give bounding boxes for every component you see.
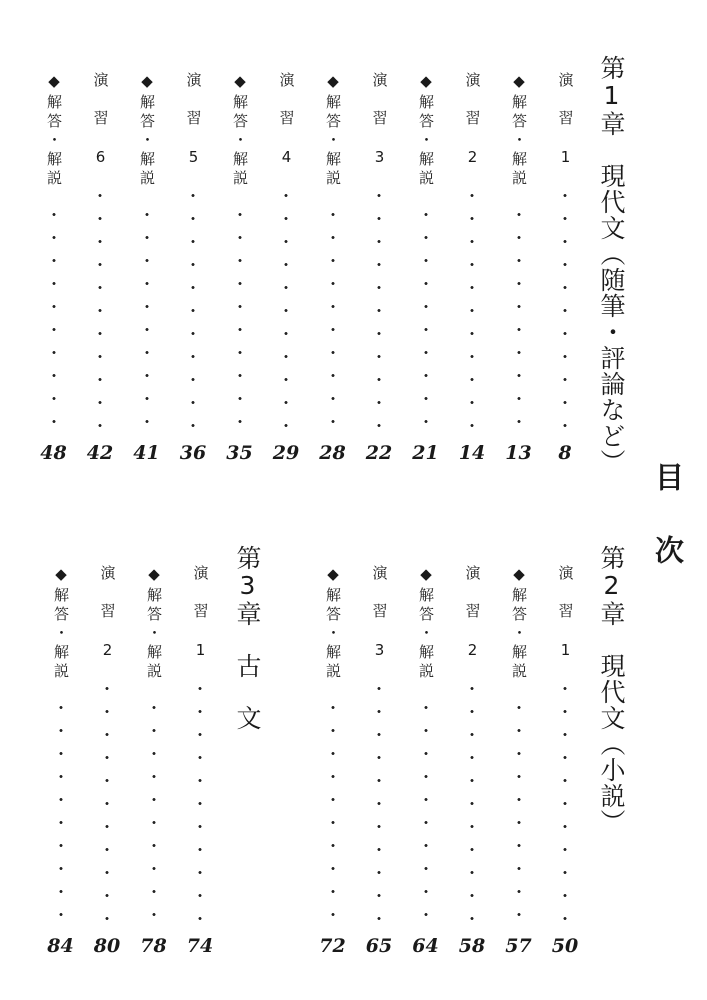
page-number: 80 xyxy=(93,935,121,957)
entry-label: 演 習 2 xyxy=(98,565,117,663)
dot-leader xyxy=(563,176,567,437)
entry-label: ◆解答・解説 xyxy=(231,72,249,189)
page-number: 21 xyxy=(412,442,439,464)
dot-leader xyxy=(52,195,56,437)
page-number: 48 xyxy=(40,442,67,464)
entry-label: ◆解答・解説 xyxy=(510,565,528,682)
toc-entry[interactable] xyxy=(46,565,76,958)
page-number: 65 xyxy=(365,935,393,957)
entry-label: ◆解答・解説 xyxy=(324,72,342,189)
toc-entry[interactable] xyxy=(504,565,534,958)
page-number: 74 xyxy=(186,935,214,957)
page-number: 22 xyxy=(365,442,393,464)
entry-label: ◆解答・解説 xyxy=(324,565,342,682)
toc-entry[interactable] xyxy=(318,72,348,465)
entry-label: 演 習 1 xyxy=(191,565,210,663)
page-number: 78 xyxy=(140,935,167,957)
page-number: 14 xyxy=(458,442,486,464)
entry-label: 演 習 3 xyxy=(370,565,389,663)
page-number: 28 xyxy=(319,442,346,464)
toc-entry[interactable] xyxy=(39,72,69,465)
entry-label: ◆解答・解説 xyxy=(417,72,435,189)
dot-leader xyxy=(238,195,242,437)
toc-entry[interactable] xyxy=(225,72,255,465)
dot-leader xyxy=(517,195,521,437)
dot-leader xyxy=(152,688,156,930)
dot-leader xyxy=(191,176,195,437)
toc-entry[interactable] xyxy=(457,72,487,465)
page-number: 64 xyxy=(412,935,439,957)
entry-label: 演 習 6 xyxy=(91,72,110,170)
chapter-heading: 第3章 古 文 xyxy=(233,545,262,731)
toc-entry[interactable] xyxy=(185,565,215,958)
toc-entry[interactable] xyxy=(457,565,487,958)
page-number: 58 xyxy=(458,935,486,957)
entry-label: 演 習 1 xyxy=(556,565,575,663)
toc-entry[interactable] xyxy=(504,72,534,465)
dot-leader xyxy=(331,688,335,930)
page-number: 36 xyxy=(179,442,207,464)
entry-label: ◆解答・解説 xyxy=(145,565,163,682)
toc-entry[interactable] xyxy=(550,72,580,465)
dot-leader xyxy=(424,688,428,930)
toc-entry[interactable] xyxy=(139,565,169,958)
entry-label: 演 習 5 xyxy=(184,72,203,170)
dot-leader xyxy=(284,176,288,437)
page-number: 41 xyxy=(133,442,160,464)
dot-leader xyxy=(331,195,335,437)
page-number: 13 xyxy=(505,442,532,464)
toc-title: 目次 xyxy=(651,462,685,608)
toc-entry[interactable] xyxy=(85,72,115,465)
page-number: 57 xyxy=(505,935,532,957)
toc-entry[interactable] xyxy=(550,565,580,958)
chapter-heading: 第2章 現代文（小説） xyxy=(597,545,626,835)
dot-leader xyxy=(145,195,149,437)
page-number: 8 xyxy=(558,442,572,464)
entry-label: ◆解答・解説 xyxy=(52,565,70,682)
dot-leader xyxy=(470,176,474,437)
toc-entry[interactable] xyxy=(364,72,394,465)
dot-leader xyxy=(98,176,102,437)
dot-leader xyxy=(470,669,474,930)
chapter-heading: 第1章 現代文（随筆・評論など） xyxy=(597,55,626,475)
dot-leader xyxy=(517,688,521,930)
dot-leader xyxy=(424,195,428,437)
page-number: 50 xyxy=(551,935,579,957)
page-number: 84 xyxy=(47,935,74,957)
toc-entry[interactable] xyxy=(92,565,122,958)
toc-entry[interactable] xyxy=(271,72,301,465)
page-number: 42 xyxy=(86,442,114,464)
dot-leader xyxy=(198,669,202,930)
entry-label: ◆解答・解説 xyxy=(510,72,528,189)
dot-leader xyxy=(563,669,567,930)
page-number: 35 xyxy=(226,442,253,464)
dot-leader xyxy=(377,669,381,930)
entry-label: 演 習 2 xyxy=(463,565,482,663)
toc-entry[interactable] xyxy=(132,72,162,465)
toc-entry[interactable] xyxy=(178,72,208,465)
toc-entry[interactable] xyxy=(411,565,441,958)
toc-entry[interactable] xyxy=(411,72,441,465)
dot-leader xyxy=(59,688,63,930)
dot-leader xyxy=(105,669,109,930)
dot-leader xyxy=(377,176,381,437)
entry-label: ◆解答・解説 xyxy=(138,72,156,189)
page-number: 29 xyxy=(272,442,300,464)
entry-label: ◆解答・解説 xyxy=(45,72,63,189)
toc-entry[interactable] xyxy=(364,565,394,958)
entry-label: ◆解答・解説 xyxy=(417,565,435,682)
entry-label: 演 習 3 xyxy=(370,72,389,170)
entry-label: 演 習 4 xyxy=(277,72,296,170)
toc-entry[interactable] xyxy=(318,565,348,958)
entry-label: 演 習 2 xyxy=(463,72,482,170)
entry-label: 演 習 1 xyxy=(556,72,575,170)
page-number: 72 xyxy=(319,935,346,957)
